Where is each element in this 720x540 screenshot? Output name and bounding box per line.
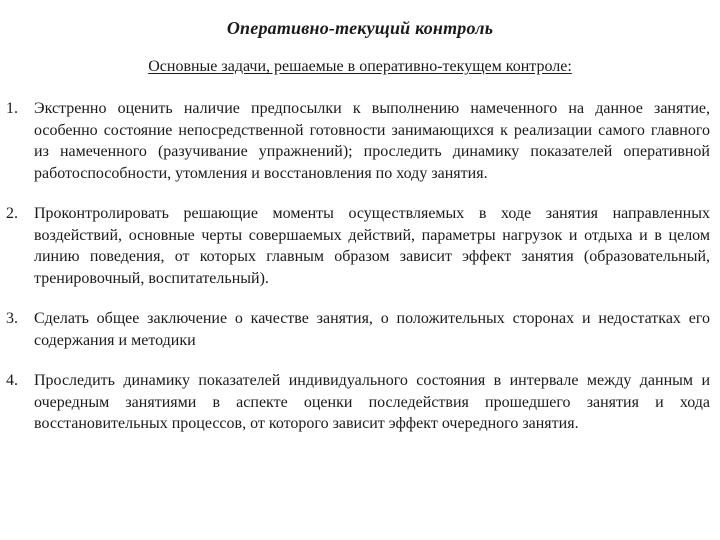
list-item-text: Сделать общее заключение о качестве занятия, о положительных сторонах и недостатках его содержания и методики [34, 310, 710, 349]
list-item [6, 308, 710, 351]
task-list [6, 98, 710, 435]
list-item-number: 4. [6, 372, 18, 389]
slide-title: Оперативно-текущий контроль [226, 18, 494, 38]
list-item-number: 1. [6, 100, 18, 117]
list-item-number: 3. [6, 310, 18, 327]
list-item [6, 98, 710, 184]
list-item-text: Проследить динамику показателей индивидуального состояния в интервале между данным и очередным занятиями в аспекте оценки последействия прошедшего занятия и хода восстановительных процессов, от которого зависит эффект очередного занятия. [34, 372, 710, 432]
list-item-text: Проконтролировать решающие моменты осуществляемых в ходе занятия направленных воздействий, основные черты совершаемых действий, параметры нагрузок и отдыха и в целом линию поведения, от которых главным образом зависит эффект занятия (образовательный, тренировочный, воспитательный). [34, 205, 710, 287]
list-item-text: Экстренно оценить наличие предпосылки к выполнению намеченного на данное занятие, особенно состояние непосредственной готовности занимающихся к реализации самого главного из намеченного (разучивание упражнений); проследить динамику показателей оперативной работоспособности, утомления и восстановления по ходу занятия. [34, 100, 710, 182]
list-item [6, 203, 710, 289]
list-item-number: 2. [6, 205, 18, 222]
slide-subtitle: Основные задачи, решаемые в оперативно-текущем контроле: [148, 58, 572, 75]
list-item [6, 370, 710, 435]
